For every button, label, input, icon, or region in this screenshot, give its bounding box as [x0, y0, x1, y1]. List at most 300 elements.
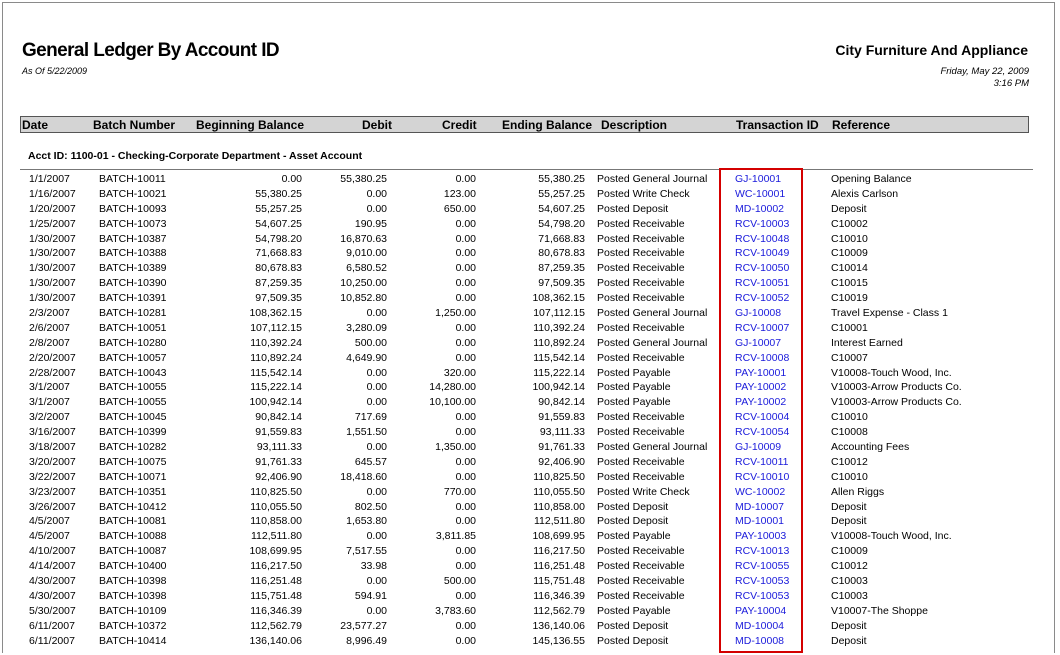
- row-reference: C10012: [831, 560, 868, 573]
- row-ending-balance: 92,406.90: [538, 455, 585, 468]
- col-header-description: Description: [601, 118, 668, 132]
- row-ending-balance: 100,942.14: [532, 381, 585, 394]
- row-credit: 770.00: [443, 485, 476, 498]
- row-debit: 1,551.50: [346, 426, 387, 439]
- col-header-date: Date: [22, 118, 49, 132]
- row-batch-number: BATCH-10281: [99, 307, 167, 320]
- row-transaction-id[interactable]: RCV-10048: [735, 232, 790, 245]
- row-beginning-balance: 116,251.48: [250, 575, 302, 588]
- row-debit: 3,280.09: [346, 321, 387, 334]
- row-beginning-balance: 112,511.80: [251, 530, 302, 543]
- row-reference: Accounting Fees: [831, 441, 910, 454]
- row-debit: 594.91: [354, 589, 387, 602]
- row-credit: 3,811.85: [435, 530, 476, 543]
- row-credit: 0.00: [455, 247, 476, 260]
- row-reference: C10015: [831, 277, 868, 290]
- row-debit: 0.00: [366, 366, 387, 379]
- row-description: Posted Receivable: [597, 351, 685, 364]
- row-beginning-balance: 116,217.50: [250, 560, 302, 573]
- row-reference: Travel Expense - Class 1: [831, 307, 948, 320]
- row-reference: C10009: [831, 247, 868, 260]
- row-date: 1/25/2007: [29, 217, 76, 230]
- row-description: Posted Payable: [597, 396, 671, 409]
- row-reference: C10001: [831, 321, 868, 334]
- row-description: Posted Write Check: [597, 485, 690, 498]
- row-credit: 123.00: [443, 187, 476, 200]
- row-ending-balance: 107,112.15: [533, 307, 585, 320]
- row-ending-balance: 108,362.15: [532, 292, 585, 305]
- row-description: Posted Receivable: [597, 292, 685, 305]
- row-batch-number: BATCH-10109: [99, 604, 167, 617]
- row-ending-balance: 91,559.83: [538, 411, 585, 424]
- row-batch-number: BATCH-10055: [99, 381, 167, 394]
- row-debit: 802.50: [354, 500, 387, 513]
- row-batch-number: BATCH-10087: [99, 545, 167, 558]
- row-credit: 0.00: [455, 470, 476, 483]
- col-header-credit: Credit: [442, 118, 477, 132]
- row-description: Posted Write Check: [597, 187, 690, 200]
- row-description: Posted Receivable: [597, 411, 685, 424]
- row-beginning-balance: 136,140.06: [249, 634, 302, 647]
- row-ending-balance: 112,562.79: [533, 604, 585, 617]
- row-date: 4/5/2007: [29, 530, 70, 543]
- row-batch-number: BATCH-10282: [99, 441, 167, 454]
- row-ending-balance: 90,842.14: [538, 396, 585, 409]
- row-date: 1/30/2007: [29, 262, 76, 275]
- row-credit: 0.00: [455, 455, 476, 468]
- row-debit: 55,380.25: [340, 173, 387, 185]
- row-batch-number: BATCH-10057: [99, 351, 167, 364]
- row-date: 4/10/2007: [29, 545, 76, 558]
- row-ending-balance: 116,251.48: [533, 560, 585, 573]
- row-batch-number: BATCH-10372: [99, 619, 167, 632]
- row-transaction-id[interactable]: RCV-10049: [735, 247, 790, 260]
- row-transaction-id[interactable]: GJ-10001: [735, 173, 782, 185]
- row-batch-number: BATCH-10390: [99, 277, 167, 290]
- table-row: [0, 590, 1060, 605]
- row-debit: 16,870.63: [340, 232, 387, 245]
- row-description: Posted Receivable: [597, 560, 685, 573]
- row-credit: 0.00: [455, 336, 476, 349]
- row-credit: 0.00: [455, 173, 476, 185]
- row-transaction-id[interactable]: PAY-10002: [735, 396, 787, 409]
- row-transaction-id[interactable]: RCV-10010: [735, 470, 790, 483]
- row-description: Posted Receivable: [597, 232, 685, 245]
- row-description: Posted Receivable: [597, 262, 685, 275]
- row-beginning-balance: 92,406.90: [255, 470, 302, 483]
- row-beginning-balance: 115,542.14: [250, 366, 302, 379]
- col-header-transaction: Transaction ID: [736, 118, 819, 132]
- row-beginning-balance: 107,112.15: [250, 321, 302, 334]
- row-batch-number: BATCH-10398: [99, 575, 167, 588]
- row-batch-number: BATCH-10414: [99, 634, 167, 647]
- row-date: 1/1/2007: [29, 173, 70, 185]
- row-batch-number: BATCH-10399: [99, 426, 167, 439]
- table-row: [0, 322, 1060, 337]
- row-beginning-balance: 112,562.79: [250, 619, 302, 632]
- row-ending-balance: 136,140.06: [532, 619, 585, 632]
- row-date: 3/2/2007: [29, 411, 70, 424]
- row-date: 4/30/2007: [29, 575, 76, 588]
- col-header-ending: Ending Balance: [502, 118, 593, 132]
- row-ending-balance: 110,825.50: [533, 470, 585, 483]
- col-header-beginning: Beginning Balance: [196, 118, 305, 132]
- row-transaction-id[interactable]: RCV-10051: [735, 277, 790, 290]
- table-row: [0, 367, 1060, 382]
- row-date: 3/22/2007: [29, 470, 76, 483]
- table-row: [0, 337, 1060, 352]
- row-credit: 0.00: [455, 411, 476, 424]
- table-row: [0, 456, 1060, 471]
- row-date: 3/23/2007: [29, 485, 76, 498]
- row-date: 6/11/2007: [29, 634, 75, 647]
- row-ending-balance: 145,136.55: [532, 634, 585, 647]
- row-date: 4/30/2007: [29, 589, 76, 602]
- row-ending-balance: 87,259.35: [538, 262, 585, 275]
- row-description: Posted Receivable: [597, 575, 685, 588]
- row-date: 6/11/2007: [29, 619, 75, 632]
- row-reference: Deposit: [831, 500, 867, 513]
- row-reference: C10008: [831, 426, 868, 439]
- table-row: [0, 188, 1060, 203]
- row-reference: V10003-Arrow Products Co.: [831, 381, 962, 394]
- table-row: [0, 203, 1060, 218]
- row-credit: 1,250.00: [435, 307, 476, 320]
- table-row: [0, 292, 1060, 307]
- row-ending-balance: 110,892.24: [533, 336, 585, 349]
- row-transaction-id[interactable]: RCV-10054: [735, 426, 790, 439]
- row-debit: 10,250.00: [340, 277, 387, 290]
- row-transaction-id[interactable]: RCV-10055: [735, 560, 790, 573]
- table-row: [0, 486, 1060, 501]
- transaction-id-highlight: [719, 168, 803, 653]
- col-header-batch: Batch Number: [93, 118, 176, 132]
- row-ending-balance: 93,111.33: [539, 426, 585, 439]
- row-transaction-id[interactable]: MD-10001: [735, 515, 785, 528]
- row-date: 4/5/2007: [29, 515, 70, 528]
- table-row: [0, 233, 1060, 248]
- row-transaction-id[interactable]: MD-10004: [735, 619, 785, 632]
- row-debit: 0.00: [366, 604, 387, 617]
- row-batch-number: BATCH-10081: [99, 515, 167, 528]
- row-batch-number: BATCH-10055: [99, 396, 167, 409]
- table-row: [0, 620, 1060, 635]
- row-beginning-balance: 115,222.14: [250, 381, 302, 394]
- row-debit: 0.00: [366, 575, 387, 588]
- row-credit: 0.00: [455, 217, 476, 230]
- row-transaction-id[interactable]: MD-10007: [735, 500, 785, 513]
- row-transaction-id[interactable]: PAY-10003: [735, 530, 787, 543]
- row-description: Posted General Journal: [597, 307, 708, 320]
- row-reference: C10003: [831, 575, 868, 588]
- row-credit: 0.00: [455, 292, 476, 305]
- row-date: 3/26/2007: [29, 500, 76, 513]
- row-transaction-id[interactable]: PAY-10004: [735, 604, 787, 617]
- row-ending-balance: 115,751.48: [533, 575, 585, 588]
- row-transaction-id[interactable]: GJ-10007: [735, 336, 782, 349]
- row-beginning-balance: 100,942.14: [249, 396, 302, 409]
- row-description: Posted Payable: [597, 530, 671, 543]
- row-date: 3/20/2007: [29, 455, 76, 468]
- row-debit: 0.00: [366, 187, 387, 200]
- row-date: 2/28/2007: [29, 366, 76, 379]
- row-transaction-id[interactable]: WC-10002: [735, 485, 786, 498]
- row-credit: 0.00: [455, 545, 476, 558]
- table-row: [0, 575, 1060, 590]
- table-row: [0, 307, 1060, 322]
- row-beginning-balance: 90,842.14: [255, 411, 302, 424]
- row-batch-number: BATCH-10073: [99, 217, 167, 230]
- row-ending-balance: 55,380.25: [538, 173, 585, 185]
- row-date: 3/1/2007: [29, 381, 70, 394]
- row-debit: 1,653.80: [346, 515, 387, 528]
- row-transaction-id[interactable]: RCV-10003: [735, 217, 790, 230]
- row-beginning-balance: 87,259.35: [255, 277, 302, 290]
- row-date: 4/14/2007: [29, 560, 76, 573]
- row-date: 2/3/2007: [29, 307, 70, 320]
- row-description: Posted Receivable: [597, 455, 685, 468]
- row-credit: 0.00: [455, 589, 476, 602]
- row-credit: 14,280.00: [429, 381, 476, 394]
- account-line: Acct ID: 1100-01 - Checking-Corporate Department - Asset Account: [28, 150, 363, 162]
- row-reference: C10003: [831, 589, 868, 602]
- table-row: [0, 501, 1060, 516]
- row-batch-number: BATCH-10093: [99, 202, 167, 215]
- table-row: [0, 530, 1060, 545]
- row-description: Posted Receivable: [597, 545, 685, 558]
- row-transaction-id[interactable]: RCV-10008: [735, 351, 790, 364]
- report-date: Friday, May 22, 2009: [940, 66, 1029, 77]
- row-debit: 190.95: [354, 217, 387, 230]
- row-ending-balance: 115,222.14: [533, 366, 585, 379]
- row-beginning-balance: 97,509.35: [255, 292, 302, 305]
- row-credit: 320.00: [443, 366, 476, 379]
- row-batch-number: BATCH-10280: [99, 336, 167, 349]
- row-beginning-balance: 115,751.48: [250, 589, 302, 602]
- row-debit: 0.00: [366, 202, 387, 215]
- row-batch-number: BATCH-10389: [99, 262, 167, 275]
- row-credit: 3,783.60: [435, 604, 476, 617]
- divider: [20, 169, 1033, 170]
- as-of-date: As Of 5/22/2009: [22, 66, 88, 76]
- row-transaction-id[interactable]: PAY-10002: [735, 381, 787, 394]
- row-transaction-id[interactable]: RCV-10013: [735, 545, 790, 558]
- row-transaction-id[interactable]: RCV-10053: [735, 575, 790, 588]
- row-transaction-id[interactable]: MD-10008: [735, 634, 785, 647]
- row-transaction-id[interactable]: MD-10002: [735, 202, 785, 215]
- row-description: Posted Receivable: [597, 217, 685, 230]
- col-header-reference: Reference: [832, 118, 891, 132]
- row-batch-number: BATCH-10391: [99, 292, 167, 305]
- report-time: 3:16 PM: [993, 78, 1029, 89]
- row-reference: Interest Earned: [831, 336, 903, 349]
- row-description: Posted Receivable: [597, 470, 685, 483]
- row-description: Posted Deposit: [597, 515, 669, 528]
- row-reference: C10010: [831, 470, 868, 483]
- row-description: Posted Payable: [597, 604, 671, 617]
- row-description: Posted General Journal: [597, 441, 708, 454]
- row-credit: 0.00: [455, 262, 476, 275]
- row-credit: 0.00: [455, 619, 476, 632]
- row-description: Posted Deposit: [597, 202, 669, 215]
- row-debit: 717.69: [354, 411, 387, 424]
- row-date: 1/30/2007: [29, 292, 76, 305]
- row-beginning-balance: 55,257.25: [255, 202, 302, 215]
- row-batch-number: BATCH-10351: [99, 485, 167, 498]
- row-ending-balance: 115,542.14: [533, 351, 585, 364]
- row-batch-number: BATCH-10412: [99, 500, 167, 513]
- row-beginning-balance: 54,798.20: [255, 232, 302, 245]
- row-transaction-id[interactable]: PAY-10001: [735, 366, 787, 379]
- row-batch-number: BATCH-10021: [99, 187, 167, 200]
- row-batch-number: BATCH-10075: [99, 455, 167, 468]
- row-ending-balance: 54,607.25: [538, 202, 585, 215]
- row-transaction-id[interactable]: RCV-10004: [735, 411, 790, 424]
- row-batch-number: BATCH-10043: [99, 366, 167, 379]
- row-description: Posted Payable: [597, 381, 671, 394]
- row-transaction-id[interactable]: GJ-10009: [735, 441, 782, 454]
- row-description: Posted Receivable: [597, 321, 685, 334]
- row-reference: Allen Riggs: [831, 485, 885, 498]
- row-credit: 1,350.00: [435, 441, 476, 454]
- table-row: [0, 515, 1060, 530]
- report-title: General Ledger By Account ID: [22, 40, 280, 61]
- row-reference: Deposit: [831, 634, 867, 647]
- row-credit: 650.00: [443, 202, 476, 215]
- row-transaction-id[interactable]: RCV-10011: [735, 455, 789, 468]
- row-beginning-balance: 116,346.39: [250, 604, 302, 617]
- row-beginning-balance: 91,761.33: [255, 455, 302, 468]
- row-beginning-balance: 110,858.00: [250, 515, 302, 528]
- table-row: [0, 411, 1060, 426]
- row-beginning-balance: 93,111.33: [256, 441, 302, 454]
- row-reference: Deposit: [831, 515, 867, 528]
- row-date: 1/30/2007: [29, 277, 76, 290]
- row-reference: Opening Balance: [831, 173, 912, 185]
- row-ending-balance: 112,511.80: [534, 515, 585, 528]
- row-date: 1/30/2007: [29, 232, 76, 245]
- row-debit: 7,517.55: [346, 545, 387, 558]
- company-name: City Furniture And Appliance: [835, 42, 1028, 58]
- row-date: 5/30/2007: [29, 604, 76, 617]
- row-transaction-id[interactable]: RCV-10052: [735, 292, 790, 305]
- row-description: Posted Deposit: [597, 619, 669, 632]
- row-debit: 500.00: [354, 336, 387, 349]
- row-beginning-balance: 91,559.83: [255, 426, 302, 439]
- row-beginning-balance: 110,892.24: [250, 351, 302, 364]
- table-row: [0, 426, 1060, 441]
- row-debit: 18,418.60: [340, 470, 387, 483]
- row-debit: 8,996.49: [346, 634, 387, 647]
- column-header-bar: [20, 116, 1029, 133]
- row-date: 1/20/2007: [29, 202, 76, 215]
- table-row: [0, 173, 1060, 188]
- row-date: 2/8/2007: [29, 336, 70, 349]
- row-debit: 6,580.52: [346, 262, 387, 275]
- row-debit: 10,852.80: [340, 292, 387, 305]
- row-reference: V10008-Touch Wood, Inc.: [831, 530, 952, 543]
- row-date: 3/1/2007: [29, 396, 70, 409]
- row-beginning-balance: 108,699.95: [249, 545, 302, 558]
- row-transaction-id[interactable]: RCV-10007: [735, 321, 790, 334]
- row-debit: 0.00: [366, 396, 387, 409]
- row-beginning-balance: 110,825.50: [250, 485, 302, 498]
- row-credit: 0.00: [455, 426, 476, 439]
- row-reference: C10009: [831, 545, 868, 558]
- row-ending-balance: 55,257.25: [538, 187, 585, 200]
- row-reference: C10007: [831, 351, 868, 364]
- row-reference: C10012: [831, 455, 868, 468]
- row-ending-balance: 71,668.83: [538, 232, 585, 245]
- row-beginning-balance: 55,380.25: [255, 187, 302, 200]
- row-date: 1/16/2007: [29, 187, 76, 200]
- table-row: [0, 218, 1060, 233]
- row-batch-number: BATCH-10387: [99, 232, 167, 245]
- row-date: 3/18/2007: [29, 441, 76, 454]
- row-reference: V10008-Touch Wood, Inc.: [831, 366, 952, 379]
- row-batch-number: BATCH-10398: [99, 589, 167, 602]
- row-reference: C10010: [831, 411, 868, 424]
- table-row: [0, 635, 1060, 650]
- row-debit: 645.57: [354, 455, 387, 468]
- row-credit: 10,100.00: [429, 396, 476, 409]
- row-beginning-balance: 110,055.50: [250, 500, 302, 513]
- col-header-debit: Debit: [362, 118, 392, 132]
- table-row: [0, 471, 1060, 486]
- row-debit: 0.00: [366, 307, 387, 320]
- row-credit: 0.00: [455, 515, 476, 528]
- row-batch-number: BATCH-10051: [99, 321, 167, 334]
- row-batch-number: BATCH-10071: [99, 470, 167, 483]
- row-ending-balance: 110,055.50: [533, 485, 585, 498]
- row-transaction-id[interactable]: GJ-10008: [735, 307, 782, 320]
- row-ending-balance: 116,217.50: [533, 545, 585, 558]
- row-reference: C10019: [831, 292, 868, 305]
- row-debit: 9,010.00: [346, 247, 387, 260]
- row-transaction-id[interactable]: RCV-10050: [735, 262, 790, 275]
- row-debit: 0.00: [366, 441, 387, 454]
- table-row: [0, 560, 1060, 575]
- row-description: Posted Receivable: [597, 247, 685, 260]
- row-reference: V10003-Arrow Products Co.: [831, 396, 962, 409]
- table-row: [0, 262, 1060, 277]
- row-credit: 0.00: [455, 321, 476, 334]
- row-debit: 4,649.90: [346, 351, 387, 364]
- table-row: [0, 605, 1060, 620]
- row-ending-balance: 108,699.95: [532, 530, 585, 543]
- row-batch-number: BATCH-10388: [99, 247, 167, 260]
- row-description: Posted Receivable: [597, 589, 685, 602]
- row-reference: Deposit: [831, 202, 867, 215]
- row-description: Posted Receivable: [597, 426, 685, 439]
- row-batch-number: BATCH-10400: [99, 560, 167, 573]
- row-transaction-id[interactable]: RCV-10053: [735, 589, 790, 602]
- row-credit: 0.00: [455, 500, 476, 513]
- row-ending-balance: 54,798.20: [538, 217, 585, 230]
- row-debit: 0.00: [366, 485, 387, 498]
- row-date: 1/30/2007: [29, 247, 76, 260]
- row-beginning-balance: 54,607.25: [255, 217, 302, 230]
- row-batch-number: BATCH-10011: [99, 173, 166, 185]
- row-description: Posted Deposit: [597, 500, 669, 513]
- table-row: [0, 396, 1060, 411]
- row-reference: C10010: [831, 232, 868, 245]
- row-ending-balance: 80,678.83: [538, 247, 585, 260]
- table-row: [0, 381, 1060, 396]
- row-reference: Alexis Carlson: [831, 187, 899, 200]
- row-reference: V10007-The Shoppe: [831, 604, 928, 617]
- row-transaction-id[interactable]: WC-10001: [735, 187, 786, 200]
